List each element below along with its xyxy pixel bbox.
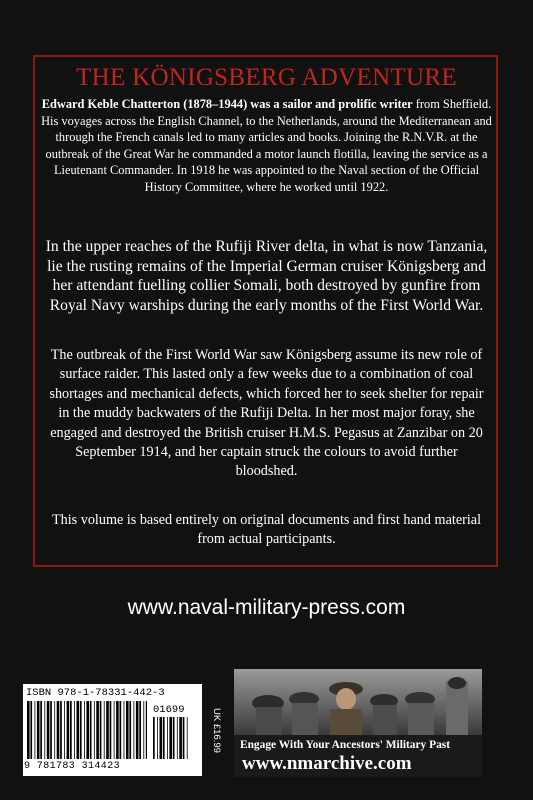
barcode-block	[23, 684, 202, 776]
barcode-bar	[67, 701, 70, 759]
barcode-bar	[60, 701, 62, 759]
book-title: THE KÖNIGSBERG ADVENTURE	[76, 64, 457, 91]
barcode-bar	[80, 701, 82, 759]
author-bio-text: from Sheffield. His voyages across the English Channel, to the Netherlands, around the Mediterranean and through the French canals led to many articles and books. Joining the R.N.V.R. at the outbreak of the Great War he commanded a motor launch flotilla, leaving the service as a Lieutenant Commander. In 1918 he was appointed to the Naval section of the Official History Committee, where he worked until 1922.	[41, 97, 492, 194]
barcode-bar	[139, 701, 141, 759]
barcode-bar	[126, 701, 129, 759]
barcode-supplement-bars	[153, 717, 189, 759]
barcode-bar	[27, 701, 30, 759]
soldiers-photo	[234, 669, 482, 735]
barcode-bar	[57, 701, 60, 759]
author-bio	[40, 96, 493, 196]
barcode-main-bars	[27, 701, 147, 759]
barcode-bar	[120, 701, 122, 759]
barcode-bar	[54, 701, 55, 759]
barcode-bar	[84, 701, 85, 759]
barcode-bar	[104, 701, 105, 759]
barcode-bar	[110, 701, 112, 759]
advert-url: www.nmarchive.com	[242, 753, 412, 774]
barcode-bar	[64, 701, 65, 759]
barcode-bar	[74, 701, 75, 759]
barcode-bar	[177, 717, 178, 759]
story-paragraph: The outbreak of the First World War saw Königsberg assume its new role of surface raider. This lasted only a few weeks due to a combination of coal shortages and mechanical defects, which forced her to seek shelter for repair in the muddy backwaters of the Rufiji Delta. In her most major foray, she engaged and destroyed the British cruiser H.M.S. Pegasus at Zanzibar on 20 September 1914, and her captain struck the colours to avoid further bloodshed.	[49, 347, 484, 480]
barcode-bar	[146, 701, 147, 759]
barcode-bar	[44, 701, 45, 759]
price-label: UK £16.99	[211, 707, 222, 753]
barcode-bar	[129, 701, 131, 759]
barcode-bar	[70, 701, 72, 759]
barcode-bar	[187, 717, 188, 759]
barcode-bar	[90, 701, 92, 759]
barcode-bar	[30, 701, 32, 759]
barcode-bar	[35, 701, 36, 759]
barcode-bar	[173, 717, 175, 759]
barcode-bar	[163, 717, 165, 759]
barcode-bar	[157, 717, 158, 759]
barcode-bar	[183, 717, 185, 759]
isbn-text: ISBN 978-1-78331-442-3	[26, 687, 165, 699]
intro-paragraph: In the upper reaches of the Rufiji River delta, in what is now Tanzania, lie the rusting remains of the Imperial German cruiser Königsberg and her attendant fuelling collier Somali, both destroyed by gunfire from Royal Navy warships during the early months of the First World War.	[45, 238, 488, 314]
barcode-bar	[47, 701, 50, 759]
sources-paragraph: This volume is based entirely on original documents and first hand material from actual participants.	[51, 512, 482, 548]
barcode-bar	[77, 701, 80, 759]
barcode-bar	[167, 717, 168, 759]
author-bio-lead: Edward Keble Chatterton (1878–1944) was a sailor and prolific writer	[41, 97, 413, 111]
barcode-bar	[160, 717, 163, 759]
barcode-bar	[106, 701, 109, 759]
barcode-bar	[50, 701, 52, 759]
barcode-bar	[179, 717, 182, 759]
barcode-bar	[153, 717, 155, 759]
advert-tagline: Engage With Your Ancestors' Military Past	[240, 739, 450, 751]
barcode-bar	[134, 701, 135, 759]
barcode-bar	[40, 701, 42, 759]
barcode-bar	[37, 701, 40, 759]
barcode-bar	[86, 701, 89, 759]
barcode-bar	[96, 701, 99, 759]
barcode-bar	[136, 701, 139, 759]
barcode-digits: 9 781783 314423	[24, 761, 121, 772]
barcode-bar	[116, 701, 119, 759]
barcode-bar	[100, 701, 102, 759]
barcode-bar	[124, 701, 125, 759]
barcode-bar	[94, 701, 95, 759]
barcode-bar	[143, 701, 144, 759]
barcode-bar	[114, 701, 115, 759]
publisher-website: www.naval-military-press.com	[127, 596, 406, 619]
barcode-price-code: 01699	[153, 704, 185, 716]
barcode-bar	[169, 717, 172, 759]
archive-advert	[234, 669, 482, 777]
